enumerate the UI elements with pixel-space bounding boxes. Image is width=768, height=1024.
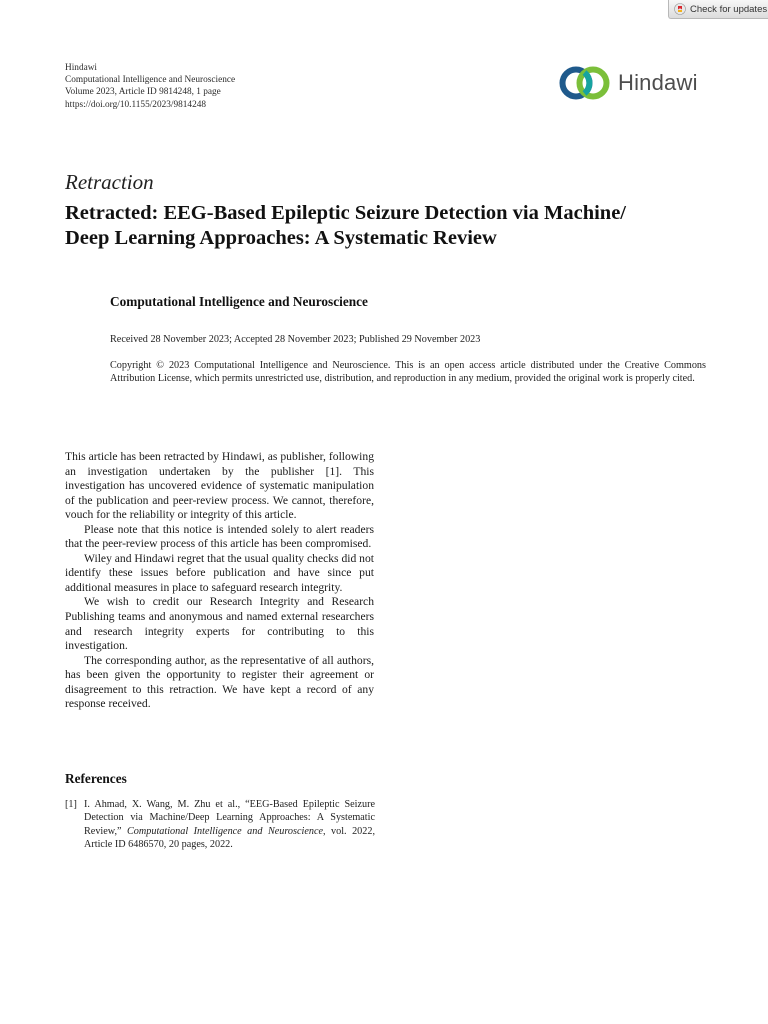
publisher-name: Hindawi [65, 63, 98, 73]
hindawi-logo-wordmark: Hindawi [618, 70, 698, 95]
check-for-updates-label: Check for updates [690, 3, 768, 15]
body-paragraph: The corresponding author, as the representative of all authors, has been given the opportunity to register their agreement or disagreement to this retraction. We have kept a record of any response received. [65, 653, 374, 711]
doi-link[interactable]: https://doi.org/10.1155/2023/9814248 [65, 99, 207, 110]
article-title-line-1: Retracted: EEG-Based Epileptic Seizure Detection via Machine/ [65, 202, 626, 224]
volume-info: Volume 2023, Article ID 9814248, 1 page [65, 87, 221, 98]
copyright-notice: Copyright © 2023 Computational Intelligence and Neuroscience. This is an open access article distributed under the Creative Commons Attribution License, which permits unrestricted use, distribution, and reproduction in any medium, provided the original work is properly cited. [110, 360, 706, 385]
reference-text-main: I. Ahmad, X. Wang, M. Zhu et al., “EEG-Based Epileptic Seizure Detection via Machine/Deep Learning Approaches: A Systematic Review,” [84, 799, 375, 837]
check-for-updates-button[interactable] [668, 0, 768, 19]
reference-journal: Computational Intelligence and Neuroscience [127, 825, 324, 837]
body-paragraph: This article has been retracted by Hindawi, as publisher, following an investigation undertaken by the publisher [1]. This investigation has uncovered evidence of systematic manipulation of the publication and peer-review process. We cannot, therefore, vouch for the reliability or integrity of this article. [65, 450, 374, 522]
journal-name: Computational Intelligence and Neuroscience [65, 75, 236, 86]
article-dates: Received 28 November 2023; Accepted 28 November 2023; Published 29 November 2023 [110, 334, 481, 345]
reference-number: [1] [65, 799, 77, 810]
hindawi-logo-icon [558, 62, 612, 104]
crossmark-icon [674, 3, 686, 15]
body-paragraph: We wish to credit our Research Integrity and Research Publishing teams and anonymous and named external researchers and research integrity experts for contributing to this investigation. [65, 595, 374, 653]
article-body [65, 450, 374, 712]
article-author: Computational Intelligence and Neuroscience [110, 294, 368, 309]
body-paragraph: Wiley and Hindawi regret that the usual quality checks did not identify these issues before publication and have since put additional measures in place to safeguard research integrity. [65, 551, 374, 594]
references-heading: References [65, 771, 127, 786]
article-metadata [65, 62, 235, 111]
body-paragraph: Please note that this notice is intended solely to alert readers that the peer-review process of this article has been compromised. [65, 522, 374, 551]
reference-item [65, 798, 375, 852]
hindawi-logo [558, 62, 698, 104]
reference-text-tail: , vol. 2022, Article ID 6486570, 20 pages, 2022. [84, 825, 376, 851]
article-type-label: Retraction [65, 170, 154, 194]
article-title [65, 201, 725, 251]
reference-text [84, 798, 375, 852]
article-title-line-2: Deep Learning Approaches: A Systematic Review [65, 227, 497, 249]
